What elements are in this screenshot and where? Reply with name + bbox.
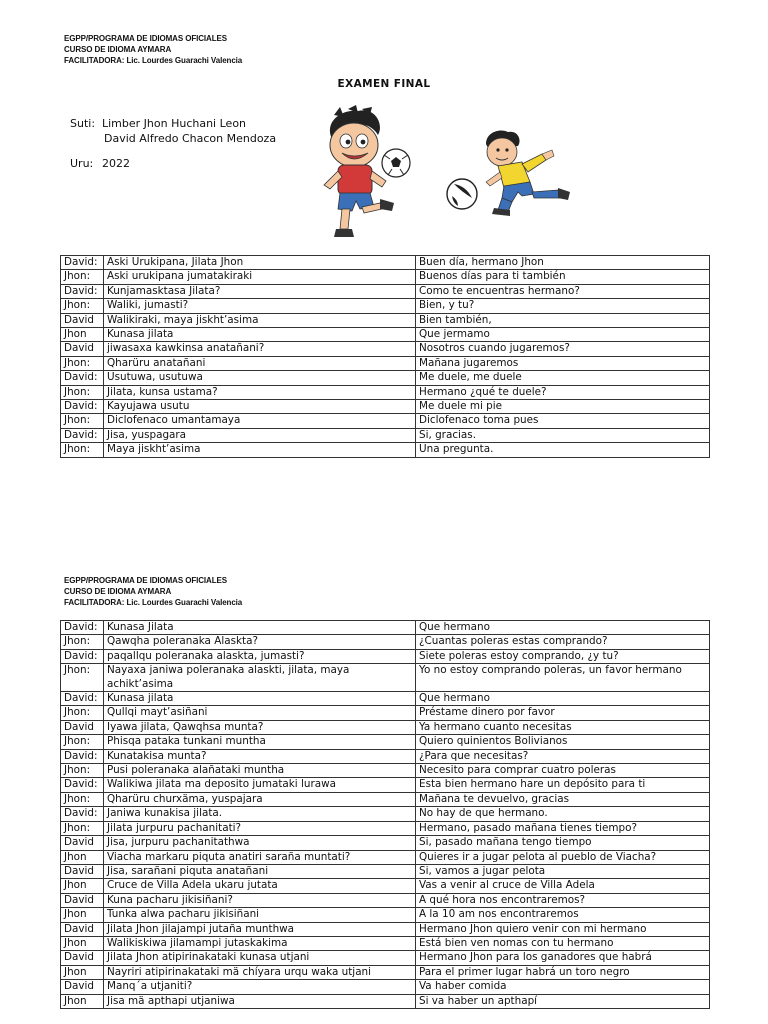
speaker-cell: Jhon: [61,299,104,313]
dialogue-row [61,385,710,399]
boy-kicking-ball-illustration [318,105,420,245]
aymara-cell: Maya jiskht’asima [104,443,416,457]
dialogue-row [61,951,710,965]
speaker-cell: David: [61,749,104,763]
speaker-cell: David [61,836,104,850]
aymara-cell: Viacha markaru piquta anatiri saraña muntati? [104,850,416,864]
spanish-cell: Está bien ven nomas con tu hermano [416,936,710,950]
header-facilitator: FACILITADORA: Lic. Lourdes Guarachi Valencia [64,598,243,607]
document-header-top [64,33,242,66]
speaker-cell: David [61,893,104,907]
spanish-cell: Bien también, [416,313,710,327]
speaker-cell: David: [61,400,104,414]
speaker-cell: Jhon [61,850,104,864]
spanish-cell: Que hermano [416,621,710,635]
spanish-cell: Si va haber un apthapí [416,994,710,1008]
speaker-cell: Jhon [61,879,104,893]
aymara-cell: Iyawa jilata, Qawqhsa munta? [104,720,416,734]
aymara-cell: Jisa mä apthapi utjaniwa [104,994,416,1008]
speaker-cell: David: [61,778,104,792]
dialogue-table-1 [60,255,710,458]
aymara-cell: paqallqu poleranaka alaskta, jumasti? [104,649,416,663]
dialogue-row [61,256,710,270]
spanish-cell: Que jermamo [416,328,710,342]
dialogue-row [61,313,710,327]
dialogue-row [61,850,710,864]
aymara-cell: Kuna pacharu jikisiñani? [104,893,416,907]
spanish-cell: Nosotros cuando jugaremos? [416,342,710,356]
aymara-cell: Waliki, jumasti? [104,299,416,313]
aymara-cell: Cruce de Villa Adela ukaru jutata [104,879,416,893]
header-program: EGPP/PROGRAMA DE IDIOMAS OFICIALES [64,34,227,43]
spanish-cell: A la 10 am nos encontraremos [416,908,710,922]
dialogue-row [61,994,710,1008]
dialogue-row [61,299,710,313]
dialogue-row [61,635,710,649]
spanish-cell: Me duele mi pie [416,400,710,414]
dialogue-row [61,428,710,442]
spanish-cell: Como te encuentras hermano? [416,284,710,298]
spanish-cell: Bien, y tu? [416,299,710,313]
spanish-cell: Buenos días para ti también [416,270,710,284]
spanish-cell: Me duele, me duele [416,371,710,385]
speaker-cell: David [61,864,104,878]
dialogue-row [61,980,710,994]
dialogue-row [61,778,710,792]
spanish-cell: Mañana jugaremos [416,356,710,370]
speaker-cell: David [61,313,104,327]
dialogue-row [61,400,710,414]
spanish-cell: Mañana te devuelvo, gracias [416,792,710,806]
aymara-cell: Walikiraki, maya jiskht’asima [104,313,416,327]
speaker-cell: Jhon [61,328,104,342]
student-name-1: Limber Jhon Huchani Leon [102,117,247,130]
dialogue-row [61,807,710,821]
dialogue-row [61,356,710,370]
student-name-2: David Alfredo Chacon Mendoza [104,132,277,145]
dialogue-row [61,270,710,284]
speaker-cell: Jhon: [61,735,104,749]
aymara-cell: Kayujawa usutu [104,400,416,414]
speaker-cell: Jhon: [61,356,104,370]
speaker-cell: David [61,342,104,356]
spanish-cell: ¿Para que necesitas? [416,749,710,763]
spanish-cell: No hay de que hermano. [416,807,710,821]
dialogue-row [61,649,710,663]
speaker-cell: David: [61,649,104,663]
speaker-cell: Jhon [61,908,104,922]
aymara-cell: Jilata, kunsa ustama? [104,385,416,399]
dialogue-row [61,864,710,878]
aymara-cell: Jilata Jhon atipirinakataki kunasa utjani [104,951,416,965]
spanish-cell: Quieres ir a jugar pelota al pueblo de Viacha? [416,850,710,864]
dialogue-row [61,836,710,850]
student-label: Suti: [70,117,96,130]
aymara-cell: Aski Urukipana, Jilata Jhon [104,256,416,270]
speaker-cell: Jhon: [61,414,104,428]
aymara-cell: Jilata jurpuru pachanitati? [104,821,416,835]
dialogue-row [61,371,710,385]
dialogue-row [61,735,710,749]
spanish-cell: Diclofenaco toma pues [416,414,710,428]
spanish-cell: Hermano ¿qué te duele? [416,385,710,399]
speaker-cell: David: [61,284,104,298]
speaker-cell: Jhon: [61,792,104,806]
speaker-cell: Jhon [61,994,104,1008]
student-names-block [70,116,276,146]
speaker-cell: Jhon [61,965,104,979]
aymara-cell: Walikiwa jilata ma deposito jumataki lurawa [104,778,416,792]
speaker-cell: Jhon: [61,385,104,399]
aymara-cell: jiwasaxa kawkinsa anatañani? [104,342,416,356]
spanish-cell: Siete poleras estoy comprando, ¿y tu? [416,649,710,663]
aymara-cell: Phisqa pataka tunkani muntha [104,735,416,749]
header-course: CURSO DE IDIOMA AYMARA [64,45,172,54]
header-facilitator: FACILITADORA: Lic. Lourdes Guarachi Valencia [64,56,243,65]
dialogue-table-2 [60,620,710,1009]
spanish-cell: Hermano Jhon quiero venir con mi hermano [416,922,710,936]
dialogue-row [61,821,710,835]
dialogue-row [61,749,710,763]
aymara-cell: Kunasa jilata [104,328,416,342]
dialogue-row [61,284,710,298]
speaker-cell: Jhon: [61,635,104,649]
aymara-cell: Manq´a utjaniti? [104,980,416,994]
speaker-cell: David [61,951,104,965]
aymara-cell: Kunatakisa munta? [104,749,416,763]
dialogue-row [61,936,710,950]
year-block [70,156,130,171]
boy-running-illustration [478,128,574,218]
aymara-cell: Kunasa jilata [104,692,416,706]
spanish-cell: A qué hora nos encontraremos? [416,893,710,907]
spanish-cell: Vas a venir al cruce de Villa Adela [416,879,710,893]
aymara-cell: Usutuwa, usutuwa [104,371,416,385]
dialogue-row [61,720,710,734]
spanish-cell: Si, gracias. [416,428,710,442]
dialogue-row [61,792,710,806]
dialogue-row [61,764,710,778]
aymara-cell: Pusi poleranaka alañataki muntha [104,764,416,778]
spanish-cell: ¿Cuantas poleras estas comprando? [416,635,710,649]
speaker-cell: Jhon: [61,764,104,778]
dialogue-row [61,621,710,635]
header-program: EGPP/PROGRAMA DE IDIOMAS OFICIALES [64,576,227,585]
dialogue-row [61,706,710,720]
aymara-cell: Aski urukipana jumatakiraki [104,270,416,284]
aymara-cell: Qharüru churxäma, yuspajara [104,792,416,806]
aymara-cell: Diclofenaco umantamaya [104,414,416,428]
speaker-cell: David [61,980,104,994]
spanish-cell: Yo no estoy comprando poleras, un favor hermano [416,664,710,692]
spanish-cell: Si, vamos a jugar pelota [416,864,710,878]
speaker-cell: Jhon: [61,443,104,457]
speaker-cell: Jhon: [61,821,104,835]
dialogue-row [61,922,710,936]
aymara-cell: Janiwa kunakisa jilata. [104,807,416,821]
speaker-cell: David: [61,371,104,385]
soccer-ball-icon [444,176,480,212]
spanish-cell: Buen día, hermano Jhon [416,256,710,270]
spanish-cell: Ya hermano cuanto necesitas [416,720,710,734]
aymara-cell: Jisa, jurpuru pachanitathwa [104,836,416,850]
dialogue-row [61,908,710,922]
aymara-cell: Kunjamasktasa Jilata? [104,284,416,298]
speaker-cell: David: [61,621,104,635]
speaker-cell: David: [61,807,104,821]
spanish-cell: Quiero quinientos Bolivianos [416,735,710,749]
spanish-cell: Si, pasado mañana tengo tiempo [416,836,710,850]
header-course: CURSO DE IDIOMA AYMARA [64,587,172,596]
dialogue-row [61,965,710,979]
document-header-bottom [64,575,242,608]
speaker-cell: David: [61,256,104,270]
spanish-cell: Esta bien hermano hare un depósito para ti [416,778,710,792]
dialogue-row [61,879,710,893]
spanish-cell: Para el primer lugar habrá un toro negro [416,965,710,979]
speaker-cell: David: [61,428,104,442]
spanish-cell: Una pregunta. [416,443,710,457]
speaker-cell: Jhon [61,936,104,950]
aymara-cell: Jilata Jhon jilajampi jutaña munthwa [104,922,416,936]
aymara-cell: Tunka alwa pacharu jikisiñani [104,908,416,922]
speaker-cell: Jhon: [61,706,104,720]
dialogue-row [61,664,710,692]
aymara-cell: Nayaxa janiwa poleranaka alaskti, jilata, maya achikt’asima [104,664,416,692]
aymara-cell: Jisa, sarañani piquta anatañani [104,864,416,878]
year-label: Uru: [70,157,94,170]
speaker-cell: Jhon: [61,270,104,284]
aymara-cell: Qharüru anatañani [104,356,416,370]
speaker-cell: David [61,922,104,936]
dialogue-row [61,328,710,342]
dialogue-row [61,692,710,706]
dialogue-row [61,414,710,428]
spanish-cell: Necesito para comprar cuatro poleras [416,764,710,778]
speaker-cell: Jhon: [61,664,104,692]
spanish-cell: Que hermano [416,692,710,706]
aymara-cell: Kunasa Jilata [104,621,416,635]
spanish-cell: Préstame dinero por favor [416,706,710,720]
speaker-cell: David [61,720,104,734]
exam-title: EXAMEN FINAL [337,78,431,90]
dialogue-row [61,443,710,457]
aymara-cell: Qullqi mayt’asiñani [104,706,416,720]
speaker-cell: David: [61,692,104,706]
dialogue-row [61,342,710,356]
aymara-cell: Nayriri atipirinakataki mä chíyara urqu waka utjani [104,965,416,979]
spanish-cell: Hermano, pasado mañana tienes tiempo? [416,821,710,835]
spanish-cell: Va haber comida [416,980,710,994]
spanish-cell: Hermano Jhon para los ganadores que habrá [416,951,710,965]
dialogue-row [61,893,710,907]
year-value: 2022 [102,157,130,170]
aymara-cell: Jisa, yuspagara [104,428,416,442]
aymara-cell: Qawqha poleranaka Alaskta? [104,635,416,649]
aymara-cell: Walikiskiwa jilamampi jutaskakima [104,936,416,950]
